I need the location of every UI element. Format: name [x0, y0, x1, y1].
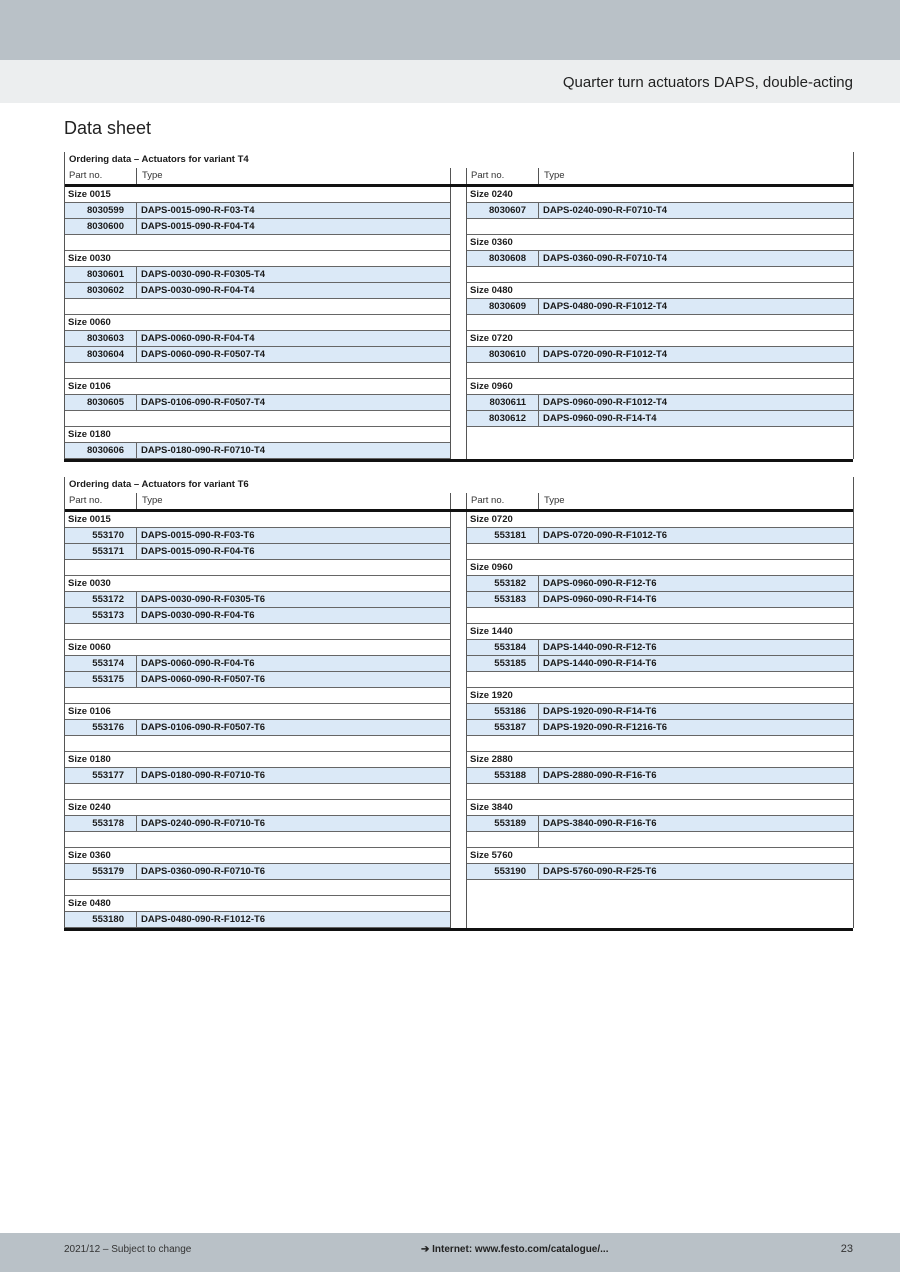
spacer-row [64, 235, 450, 251]
column-header-type-right: Type [544, 495, 565, 506]
size-label: Size 0360 [470, 237, 513, 248]
cell-divider [538, 720, 539, 735]
part-number-cell: 8030600 [87, 221, 124, 232]
size-label: Size 0360 [68, 850, 111, 861]
table-row [64, 768, 450, 784]
part-number-cell: 553176 [92, 722, 124, 733]
table-caption: Ordering data – Actuators for variant T6 [69, 479, 249, 490]
table-row [466, 203, 853, 219]
part-number-cell: 8030607 [489, 205, 526, 216]
table-row [466, 704, 853, 720]
part-number-cell: 8030609 [489, 301, 526, 312]
size-label: Size 0030 [68, 578, 111, 589]
part-number-cell: 553178 [92, 818, 124, 829]
table-bottom-rule [64, 459, 853, 462]
type-cell: DAPS-0480-090-R-F1012-T4 [543, 301, 668, 312]
type-cell: DAPS-0015-090-R-F04-T4 [141, 221, 255, 232]
part-number-cell: 8030608 [489, 253, 526, 264]
part-number-cell: 553175 [92, 674, 124, 685]
spacer-row [64, 832, 450, 848]
header-divider-a [136, 493, 137, 509]
part-number-cell: 8030603 [87, 333, 124, 344]
spacer-row [466, 608, 853, 624]
spacer-row [466, 784, 853, 800]
table-row [64, 864, 450, 880]
table-row [64, 395, 450, 411]
ordering-table-t4 [64, 152, 853, 459]
size-label: Size 0240 [470, 189, 513, 200]
part-number-cell: 553172 [92, 594, 124, 605]
part-number-cell: 553180 [92, 914, 124, 925]
cell-divider [136, 283, 137, 298]
cell-divider [538, 203, 539, 218]
cell-divider [538, 832, 539, 847]
part-number-cell: 553171 [92, 546, 124, 557]
size-group-row [466, 187, 853, 203]
table-row [466, 864, 853, 880]
type-cell: DAPS-5760-090-R-F25-T6 [543, 866, 657, 877]
size-group-row [64, 512, 450, 528]
part-number-cell: 553185 [494, 658, 526, 669]
size-group-row [64, 315, 450, 331]
table-row [64, 608, 450, 624]
table-caption-row [64, 477, 853, 493]
table-header-row [64, 493, 853, 512]
size-group-row [466, 379, 853, 395]
part-number-cell: 8030601 [87, 269, 124, 280]
type-cell: DAPS-0015-090-R-F03-T6 [141, 530, 255, 541]
cell-divider [136, 331, 137, 346]
size-label: Size 3840 [470, 802, 513, 813]
cell-divider [136, 347, 137, 362]
cell-divider [538, 704, 539, 719]
size-group-row [64, 576, 450, 592]
spacer-row [64, 784, 450, 800]
table-row [64, 283, 450, 299]
header-divider-a [136, 168, 137, 184]
column-header-part-no-right: Part no. [471, 495, 505, 506]
size-group-row [466, 688, 853, 704]
size-label: Size 0240 [68, 802, 111, 813]
size-label: Size 0480 [68, 898, 111, 909]
size-group-row [64, 704, 450, 720]
table-row [64, 267, 450, 283]
right-column [466, 512, 853, 880]
table-row [466, 816, 853, 832]
spacer-row [466, 736, 853, 752]
table-bottom-rule [64, 928, 853, 931]
part-number-cell: 553187 [494, 722, 526, 733]
cell-divider [538, 411, 539, 426]
left-column [64, 187, 450, 459]
column-divider-a [450, 187, 451, 459]
part-number-cell: 553188 [494, 770, 526, 781]
section-title: Data sheet [64, 118, 152, 138]
table-row [64, 816, 450, 832]
spacer-row [64, 624, 450, 640]
size-group-row [466, 848, 853, 864]
type-cell: DAPS-0180-090-R-F0710-T6 [141, 770, 266, 781]
cell-divider [136, 768, 137, 783]
header-divider-c [466, 168, 467, 184]
column-header-type: Type [142, 495, 163, 506]
table-caption: Ordering data – Actuators for variant T4 [69, 154, 249, 165]
table-row [466, 395, 853, 411]
column-header-type-right: Type [544, 170, 565, 181]
type-cell: DAPS-0060-090-R-F04-T6 [141, 658, 255, 669]
cell-divider [538, 864, 539, 879]
size-group-row [64, 187, 450, 203]
type-cell: DAPS-1920-090-R-F1216-T6 [543, 722, 668, 733]
table-row [466, 299, 853, 315]
type-cell: DAPS-0240-090-R-F0710-T4 [543, 205, 668, 216]
spacer-row [466, 315, 853, 331]
size-group-row [64, 251, 450, 267]
part-number-cell: 8030612 [489, 413, 526, 424]
table-right-border [853, 512, 854, 928]
type-cell: DAPS-0960-090-R-F12-T6 [543, 578, 657, 589]
cell-divider [136, 528, 137, 543]
type-cell: DAPS-0360-090-R-F0710-T4 [543, 253, 668, 264]
cell-divider [538, 768, 539, 783]
cell-divider [538, 576, 539, 591]
part-number-cell: 553170 [92, 530, 124, 541]
type-cell: DAPS-1440-090-R-F14-T6 [543, 658, 657, 669]
header-left-border [64, 477, 65, 512]
part-number-cell: 8030606 [87, 445, 124, 456]
header-divider-d [538, 493, 539, 509]
size-label: Size 0960 [470, 562, 513, 573]
column-divider-b [466, 512, 467, 928]
column-header-part-no: Part no. [69, 495, 103, 506]
left-column [64, 512, 450, 928]
spacer-row [466, 672, 853, 688]
cell-divider [136, 443, 137, 458]
type-cell: DAPS-1920-090-R-F14-T6 [543, 706, 657, 717]
table-row [64, 592, 450, 608]
table-row [466, 592, 853, 608]
size-label: Size 0720 [470, 333, 513, 344]
table-row [466, 768, 853, 784]
cell-divider [538, 251, 539, 266]
part-number-cell: 553183 [494, 594, 526, 605]
size-label: Size 0480 [470, 285, 513, 296]
size-group-row [64, 640, 450, 656]
part-number-cell: 553184 [494, 642, 526, 653]
type-cell: DAPS-0720-090-R-F1012-T6 [543, 530, 668, 541]
cell-divider [136, 912, 137, 927]
size-group-row [64, 800, 450, 816]
type-cell: DAPS-0960-090-R-F14-T6 [543, 594, 657, 605]
cell-divider [538, 395, 539, 410]
table-row [64, 544, 450, 560]
type-cell: DAPS-0060-090-R-F04-T4 [141, 333, 255, 344]
size-group-row [64, 896, 450, 912]
size-label: Size 0060 [68, 317, 111, 328]
cell-divider [538, 347, 539, 362]
table-row [64, 528, 450, 544]
type-cell: DAPS-0480-090-R-F1012-T6 [141, 914, 266, 925]
type-cell: DAPS-0060-090-R-F0507-T6 [141, 674, 266, 685]
table-caption-row [64, 152, 853, 168]
page-number: 23 [840, 1243, 853, 1255]
part-number-cell: 553179 [92, 866, 124, 877]
table-row [466, 251, 853, 267]
footer-internet-link[interactable]: ➔ Internet: www.festo.com/catalogue/... [421, 1244, 609, 1255]
cell-divider [136, 720, 137, 735]
header-divider-d [538, 168, 539, 184]
part-number-cell: 8030602 [87, 285, 124, 296]
type-cell: DAPS-0240-090-R-F0710-T6 [141, 818, 266, 829]
table-row [64, 347, 450, 363]
part-number-cell: 553177 [92, 770, 124, 781]
size-label: Size 0060 [68, 642, 111, 653]
right-column [466, 187, 853, 427]
spacer-row [466, 267, 853, 283]
size-group-row [466, 752, 853, 768]
table-row [64, 672, 450, 688]
cell-divider [538, 656, 539, 671]
type-cell: DAPS-0960-090-R-F1012-T4 [543, 397, 668, 408]
header-right-border [853, 477, 854, 512]
size-label: Size 0180 [68, 754, 111, 765]
cell-divider [538, 640, 539, 655]
type-cell: DAPS-2880-090-R-F16-T6 [543, 770, 657, 781]
cell-divider [136, 544, 137, 559]
spacer-row [64, 560, 450, 576]
spacer-row [466, 363, 853, 379]
type-cell: DAPS-0060-090-R-F0507-T4 [141, 349, 266, 360]
header-divider-b [450, 493, 451, 509]
header-left-border [64, 152, 65, 187]
size-group-row [466, 512, 853, 528]
size-label: Size 0015 [68, 514, 111, 525]
column-header-type: Type [142, 170, 163, 181]
part-number-cell: 8030599 [87, 205, 124, 216]
table-body [64, 187, 853, 459]
ordering-table-t6 [64, 477, 853, 928]
part-number-cell: 8030605 [87, 397, 124, 408]
cell-divider [136, 816, 137, 831]
spacer-row [64, 363, 450, 379]
spacer-row [466, 544, 853, 560]
type-cell: DAPS-0030-090-R-F0305-T6 [141, 594, 266, 605]
size-group-row [466, 624, 853, 640]
size-group-row [466, 331, 853, 347]
part-number-cell: 553174 [92, 658, 124, 669]
table-right-border [853, 187, 854, 459]
part-number-cell: 553190 [494, 866, 526, 877]
header-right-border [853, 152, 854, 187]
size-group-row [466, 283, 853, 299]
type-cell: DAPS-0015-090-R-F03-T4 [141, 205, 255, 216]
size-group-row [466, 235, 853, 251]
spacer-row [64, 299, 450, 315]
page-header-title: Quarter turn actuators DAPS, double-acting [562, 74, 853, 91]
column-header-part-no: Part no. [69, 170, 103, 181]
table-header-row [64, 168, 853, 187]
type-cell: DAPS-0360-090-R-F0710-T6 [141, 866, 266, 877]
cell-divider [136, 608, 137, 623]
table-row [466, 656, 853, 672]
cell-divider [136, 656, 137, 671]
table-row [466, 640, 853, 656]
table-row [64, 720, 450, 736]
table-row [64, 656, 450, 672]
size-label: Size 0180 [68, 429, 111, 440]
top-bar [0, 0, 900, 60]
size-group-row [466, 560, 853, 576]
size-group-row [64, 752, 450, 768]
column-divider-a [450, 512, 451, 928]
type-cell: DAPS-0960-090-R-F14-T4 [543, 413, 657, 424]
cell-divider [136, 672, 137, 687]
cell-divider [538, 299, 539, 314]
spacer-row [64, 411, 450, 427]
table-row [64, 331, 450, 347]
type-cell: DAPS-0015-090-R-F04-T6 [141, 546, 255, 557]
table-row [466, 528, 853, 544]
table-row [64, 219, 450, 235]
part-number-cell: 553181 [494, 530, 526, 541]
size-group-row [466, 800, 853, 816]
cell-divider [136, 267, 137, 282]
size-label: Size 0106 [68, 706, 111, 717]
part-number-cell: 553173 [92, 610, 124, 621]
part-number-cell: 553182 [494, 578, 526, 589]
header-divider-b [450, 168, 451, 184]
spacer-row [64, 880, 450, 896]
part-number-cell: 553189 [494, 818, 526, 829]
size-label: Size 5760 [470, 850, 513, 861]
type-cell: DAPS-0030-090-R-F04-T4 [141, 285, 255, 296]
size-group-row [64, 848, 450, 864]
spacer-row [64, 688, 450, 704]
header-divider-c [466, 493, 467, 509]
table-row [466, 576, 853, 592]
cell-divider [136, 864, 137, 879]
size-group-row [64, 427, 450, 443]
column-divider-b [466, 187, 467, 459]
table-row [466, 347, 853, 363]
size-label: Size 2880 [470, 754, 513, 765]
cell-divider [136, 219, 137, 234]
type-cell: DAPS-0106-090-R-F0507-T6 [141, 722, 266, 733]
table-row [466, 720, 853, 736]
size-label: Size 0960 [470, 381, 513, 392]
spacer-row [64, 736, 450, 752]
footer-revision: 2021/12 – Subject to change [64, 1244, 192, 1255]
table-left-border [64, 512, 65, 928]
cell-divider [136, 592, 137, 607]
table-body [64, 512, 853, 928]
spacer-row [466, 219, 853, 235]
column-header-part-no-right: Part no. [471, 170, 505, 181]
table-row [466, 411, 853, 427]
size-label: Size 1440 [470, 626, 513, 637]
cell-divider [538, 592, 539, 607]
type-cell: DAPS-0720-090-R-F1012-T4 [543, 349, 668, 360]
size-label: Size 0106 [68, 381, 111, 392]
cell-divider [538, 528, 539, 543]
part-number-cell: 8030610 [489, 349, 526, 360]
type-cell: DAPS-3840-090-R-F16-T6 [543, 818, 657, 829]
part-number-cell: 8030611 [489, 397, 526, 408]
size-label: Size 0015 [68, 189, 111, 200]
size-label: Size 1920 [470, 690, 513, 701]
part-number-cell: 8030604 [87, 349, 124, 360]
size-group-row [64, 379, 450, 395]
table-left-border [64, 187, 65, 459]
type-cell: DAPS-1440-090-R-F12-T6 [543, 642, 657, 653]
type-cell: DAPS-0106-090-R-F0507-T4 [141, 397, 266, 408]
type-cell: DAPS-0030-090-R-F0305-T4 [141, 269, 266, 280]
empty-row [466, 832, 853, 848]
type-cell: DAPS-0030-090-R-F04-T6 [141, 610, 255, 621]
table-row [64, 203, 450, 219]
type-cell: DAPS-0180-090-R-F0710-T4 [141, 445, 266, 456]
size-label: Size 0720 [470, 514, 513, 525]
table-row [64, 912, 450, 928]
cell-divider [538, 816, 539, 831]
table-row [64, 443, 450, 459]
size-label: Size 0030 [68, 253, 111, 264]
part-number-cell: 553186 [494, 706, 526, 717]
cell-divider [136, 395, 137, 410]
cell-divider [136, 203, 137, 218]
